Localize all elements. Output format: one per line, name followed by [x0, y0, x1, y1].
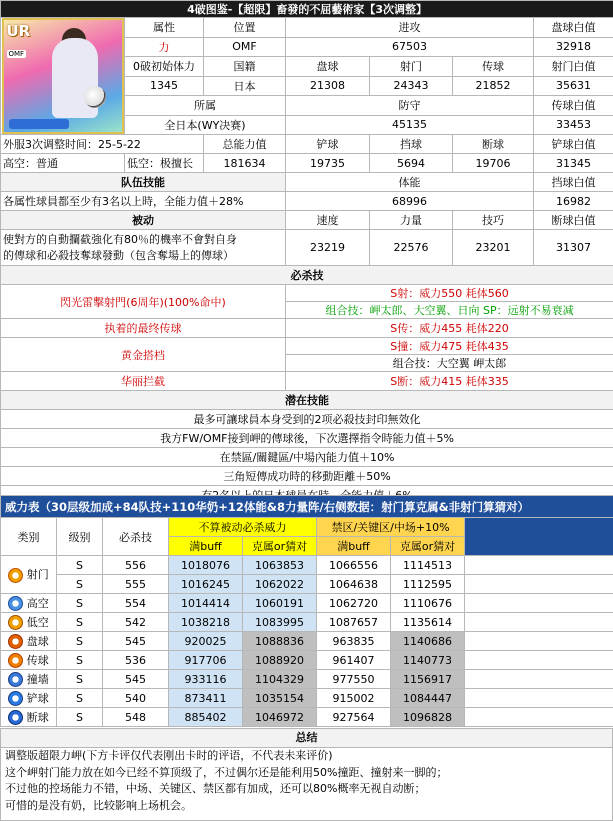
- skill-cell: 545: [103, 632, 169, 651]
- table-row: [1, 651, 613, 670]
- skill-stat: S断：威力415 耗体335: [286, 372, 613, 391]
- attack-value: 67503: [286, 37, 534, 57]
- skill-name: 执着的最终传球: [1, 319, 286, 338]
- type-cell: [1, 632, 57, 651]
- power-table-title: 威力表（30层级加成+84队技+110华奶+12体能&8力量阵/右侧数据：射门算克属&非射门算猜对）: [1, 496, 613, 518]
- skill-extra: 组合技：岬太郎、大空翼、日向 SP：远射不易衰减: [286, 302, 613, 319]
- empty-cell: [465, 670, 613, 689]
- level-cell: S: [57, 651, 103, 670]
- latent-item: 我方FW/OMF接到岬的傳球後，下次選擇指令時能力值＋5%: [1, 429, 613, 448]
- skill-stat: S传：威力455 耗体220: [286, 319, 613, 338]
- release-date: 外服3次调整时间：25-5-22: [1, 135, 204, 154]
- table-row: [1, 632, 613, 651]
- type-label: 高空: [26, 596, 49, 610]
- value-a: 1018076: [169, 556, 243, 575]
- skill-stat: S撞：威力475 耗体435: [286, 338, 613, 355]
- skill-cell: 556: [103, 556, 169, 575]
- type-label: 铲球: [26, 691, 49, 705]
- tackle-value: 19735: [286, 154, 370, 173]
- group1-header: 不算被动必杀威力: [169, 518, 317, 537]
- empty-cell: [465, 708, 613, 727]
- type-label: 射门: [26, 568, 49, 582]
- block-white-label: 挡球白值: [534, 173, 613, 192]
- value-a: 1038218: [169, 613, 243, 632]
- value-c: 1062720: [317, 594, 391, 613]
- summary-section-label: 总结: [1, 729, 612, 748]
- value-a: 933116: [169, 670, 243, 689]
- table-row: [1, 556, 613, 575]
- type-label: 盘球: [26, 634, 49, 648]
- level-cell: S: [57, 689, 103, 708]
- block-white-value: 16982: [534, 192, 613, 211]
- intercept-icon: [8, 710, 23, 725]
- value-c: 1066556: [317, 556, 391, 575]
- value-b: 1035154: [243, 689, 317, 708]
- low-ball-rating: 低空：极擅长: [125, 154, 204, 173]
- value-a: 885402: [169, 708, 243, 727]
- soccer-ball-icon: [84, 86, 106, 108]
- value-a: 873411: [169, 689, 243, 708]
- shoot-label: 射门: [370, 57, 453, 77]
- value-b: 1088836: [243, 632, 317, 651]
- card-footer-bar: [9, 119, 69, 129]
- type-cell: [1, 556, 57, 594]
- sub-counter-2: 克属or猜对: [391, 537, 465, 556]
- skill-cell: 542: [103, 613, 169, 632]
- pass-white-label: 传球白值: [534, 96, 613, 116]
- skill-cell: 555: [103, 575, 169, 594]
- type-cell: [1, 613, 57, 632]
- summary-line: 调整版超限力岬(下方卡评仅代表刚出卡时的评语，不代表未来评价): [5, 749, 333, 762]
- skill-name: 黄金搭档: [1, 338, 286, 372]
- latent-item: 在禁區/關鍵區/中場內能力值＋10%: [1, 448, 613, 467]
- skill-cell: 540: [103, 689, 169, 708]
- pass-white-value: 33453: [534, 115, 613, 135]
- value-d: 1140773: [391, 651, 465, 670]
- type-cell: [1, 651, 57, 670]
- type-label: 撞墙: [26, 672, 49, 686]
- power-label: 力量: [370, 211, 453, 230]
- attr-value: 力: [125, 37, 204, 57]
- pos-value: OMF: [204, 37, 286, 57]
- value-b: 1088920: [243, 651, 317, 670]
- level-cell: S: [57, 556, 103, 575]
- player-card-image: [2, 18, 124, 134]
- value-d: 1110676: [391, 594, 465, 613]
- empty-cell: [465, 689, 613, 708]
- tackle-white-label: 铲球白值: [534, 135, 613, 154]
- shoot-white-value: 35631: [534, 76, 613, 96]
- stamina-value: 1345: [125, 76, 204, 96]
- table-row: [1, 575, 613, 594]
- latent-section-label: 潜在技能: [1, 391, 613, 410]
- shoot-value: 24343: [370, 76, 453, 96]
- pass-icon: [8, 653, 23, 668]
- skill-name: 閃光雷擊射門(6周年)(100%命中): [1, 285, 286, 319]
- skill-extra: 组合技：大空翼 岬太郎: [286, 355, 613, 372]
- intercept-white-label: 断球白值: [534, 211, 613, 230]
- defense-value: 45135: [286, 115, 534, 135]
- value-a: 920025: [169, 632, 243, 651]
- level-cell: S: [57, 594, 103, 613]
- skill-cell: 536: [103, 651, 169, 670]
- skill-cell: 545: [103, 670, 169, 689]
- skill-cell: 554: [103, 594, 169, 613]
- value-a: 917706: [169, 651, 243, 670]
- high-ball-icon: [8, 596, 23, 611]
- skills-section-label: 必杀技: [1, 266, 613, 285]
- stamina-label: 0破初始体力: [125, 57, 204, 77]
- block-label: 挡球: [370, 135, 453, 154]
- position-badge: OMF: [8, 50, 25, 58]
- table-row: [1, 613, 613, 632]
- speed-value: 23219: [286, 230, 370, 266]
- block-icon: [8, 672, 23, 687]
- summary-line: 不过他的控场能力不错，中场、关键区、禁区都有加成，还可以80%概率无视自动断；: [5, 782, 426, 795]
- intercept-label: 断球: [453, 135, 534, 154]
- latent-item: 最多可讓球員本身受到的2项必殺技封印無效化: [1, 410, 613, 429]
- summary-line: 这个岬射门能力放在如今已经不算顶级了，不过偶尔还是能利用50%撞距、撞射来一脚的；: [5, 765, 448, 779]
- total-value: 181634: [204, 154, 286, 173]
- latent-item: 三角短傳成功時的移動距離＋50%: [1, 467, 613, 486]
- col-type-header: 类别: [1, 518, 57, 556]
- value-a: 1014414: [169, 594, 243, 613]
- level-cell: S: [57, 708, 103, 727]
- team-skill-label: 队伍技能: [1, 173, 286, 192]
- passive-text-line-1: 使對方的自動攔截強化有80％的機率不會對自身: [3, 232, 237, 246]
- value-c: 977550: [317, 670, 391, 689]
- pass-label: 传球: [453, 57, 534, 77]
- high-ball-rating: 高空：普通: [1, 154, 125, 173]
- value-d: 1084447: [391, 689, 465, 708]
- header-fill: [465, 518, 613, 556]
- rarity-badge: UR: [6, 22, 31, 40]
- empty-cell: [465, 594, 613, 613]
- attr-label: 属性: [125, 18, 204, 38]
- body-value: 68996: [286, 192, 534, 211]
- type-cell: [1, 708, 57, 727]
- speed-label: 速度: [286, 211, 370, 230]
- technique-label: 技巧: [453, 211, 534, 230]
- value-d: 1114513: [391, 556, 465, 575]
- shoot-white-label: 射门白值: [534, 57, 613, 77]
- table-row: [1, 594, 613, 613]
- technique-value: 23201: [453, 230, 534, 266]
- value-c: 1064638: [317, 575, 391, 594]
- col-skill-header: 必杀技: [103, 518, 169, 556]
- value-b: 1083995: [243, 613, 317, 632]
- pass-value: 21852: [453, 76, 534, 96]
- page-title: 4破图鉴-【超限】畜發的不屈藝術家【3次调整】: [1, 1, 613, 18]
- dribble-value: 21308: [286, 76, 370, 96]
- value-c: 927564: [317, 708, 391, 727]
- empty-cell: [465, 613, 613, 632]
- value-d: 1112595: [391, 575, 465, 594]
- dribble-label: 盘球: [286, 57, 370, 77]
- skill-stat: S射：威力550 耗体560: [286, 285, 613, 302]
- skill-cell: 548: [103, 708, 169, 727]
- value-b: 1063853: [243, 556, 317, 575]
- low-ball-icon: [8, 615, 23, 630]
- level-cell: S: [57, 632, 103, 651]
- empty-cell: [465, 556, 613, 575]
- level-cell: S: [57, 670, 103, 689]
- type-label: 断球: [26, 710, 49, 724]
- summary-line: 可惜的是没有奶，比较影响上场机会。: [5, 798, 192, 812]
- passive-text: [1, 230, 286, 266]
- value-d: 1096828: [391, 708, 465, 727]
- dribble-white-value: 32918: [534, 37, 613, 57]
- nation-value: 日本: [204, 76, 286, 96]
- power-table: [0, 495, 613, 727]
- col-level-header: 级别: [57, 518, 103, 556]
- table-row: [1, 670, 613, 689]
- value-b: 1060191: [243, 594, 317, 613]
- nation-label: 国籍: [204, 57, 286, 77]
- table-row: [1, 708, 613, 727]
- level-cell: S: [57, 613, 103, 632]
- team-label: 所属: [125, 96, 286, 116]
- value-a: 1016245: [169, 575, 243, 594]
- value-b: 1104329: [243, 670, 317, 689]
- passive-text-line-2: 的傳球和必殺技奪球發動（包含奪場上的傳球）: [3, 248, 234, 262]
- type-cell: [1, 594, 57, 613]
- type-cell: [1, 670, 57, 689]
- tackle-white-value: 31345: [534, 154, 613, 173]
- empty-cell: [465, 575, 613, 594]
- intercept-white-value: 31307: [534, 230, 613, 266]
- level-cell: S: [57, 575, 103, 594]
- passive-label: 被动: [1, 211, 286, 230]
- power-value: 22576: [370, 230, 453, 266]
- attack-label: 进攻: [286, 18, 534, 38]
- empty-cell: [465, 651, 613, 670]
- sub-full-buff-1: 满buff: [169, 537, 243, 556]
- value-d: 1140686: [391, 632, 465, 651]
- team-value: 全日本(WY决赛): [125, 115, 286, 135]
- value-c: 963835: [317, 632, 391, 651]
- value-c: 1087657: [317, 613, 391, 632]
- team-skill-text: 各属性球員都至少有3名以上時，全能力值＋28%: [1, 192, 286, 211]
- tackle-label: 铲球: [286, 135, 370, 154]
- dribble-white-label: 盘球白值: [534, 18, 613, 38]
- summary-section: [0, 728, 613, 821]
- sub-counter-1: 克属or猜对: [243, 537, 317, 556]
- type-label: 传球: [26, 653, 49, 667]
- type-cell: [1, 689, 57, 708]
- body-label: 体能: [286, 173, 534, 192]
- empty-cell: [465, 632, 613, 651]
- value-c: 915002: [317, 689, 391, 708]
- value-b: 1062022: [243, 575, 317, 594]
- tackle-icon: [8, 691, 23, 706]
- shoot-icon: [8, 568, 23, 583]
- dribble-icon: [8, 634, 23, 649]
- type-label: 低空: [26, 615, 49, 629]
- value-d: 1135614: [391, 613, 465, 632]
- intercept-value: 19706: [453, 154, 534, 173]
- skill-name: 华丽拦截: [1, 372, 286, 391]
- total-label: 总能力值: [204, 135, 286, 154]
- group2-header: 禁区/关键区/中场+10%: [317, 518, 465, 537]
- card-image-cell: [1, 18, 125, 135]
- table-row: [1, 689, 613, 708]
- value-d: 1156917: [391, 670, 465, 689]
- block-value: 5694: [370, 154, 453, 173]
- defense-label: 防守: [286, 96, 534, 116]
- pos-label: 位置: [204, 18, 286, 38]
- value-c: 961407: [317, 651, 391, 670]
- value-b: 1046972: [243, 708, 317, 727]
- sub-full-buff-2: 满buff: [317, 537, 391, 556]
